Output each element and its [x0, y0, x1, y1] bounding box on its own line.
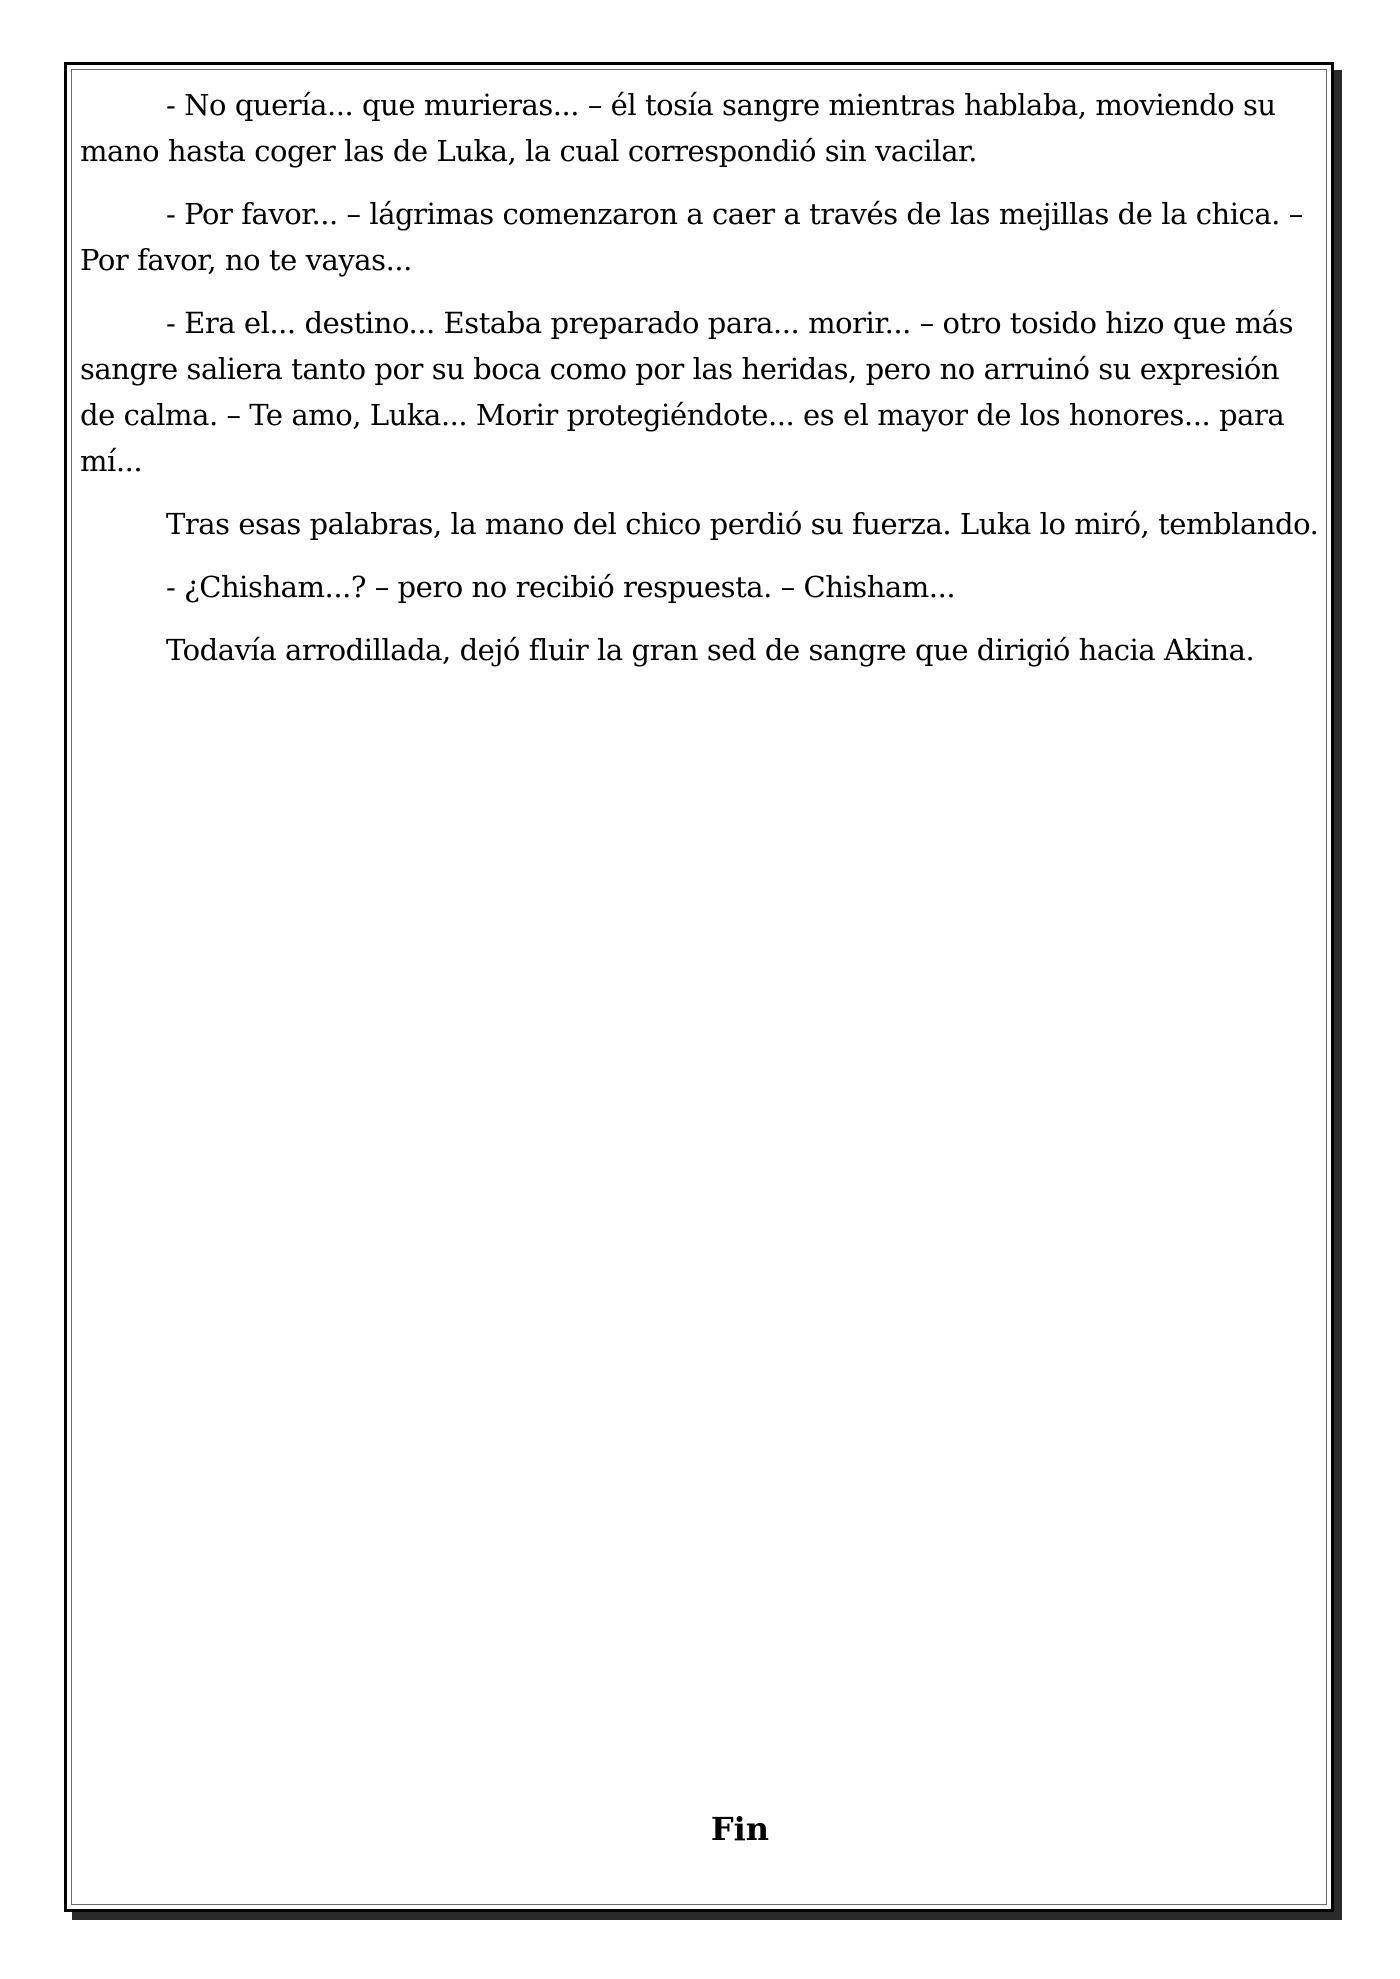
paragraph: - Por favor... – lágrimas comenzaron a caer a través de las mejillas de la chica. – Por favor, no te vayas... — [80, 197, 1303, 277]
paragraph: Tras esas palabras, la mano del chico perdió su fuerza. Luka lo miró, temblando. — [166, 507, 1319, 541]
end-label: Fin — [710, 1810, 770, 1848]
paragraph: - Era el... destino... Estaba preparado para... morir... – otro tosido hizo que más sangre saliera tanto por su boca como por las heridas, pero no arruinó su expresión de calma. – Te amo, Luka... Morir protegiéndote... es el mayor de los honores... para mí... — [80, 306, 1294, 478]
paragraph: - ¿Chisham...? – pero no recibió respuesta. – Chisham... — [166, 570, 956, 604]
story-text — [80, 82, 1320, 673]
paragraph: - No quería... que murieras... – él tosía sangre mientras hablaba, moviendo su mano hasta coger las de Luka, la cual correspondió sin vacilar. — [80, 88, 1276, 168]
paragraph: Todavía arrodillada, dejó fluir la gran sed de sangre que dirigió hacia Akina. — [166, 633, 1255, 667]
